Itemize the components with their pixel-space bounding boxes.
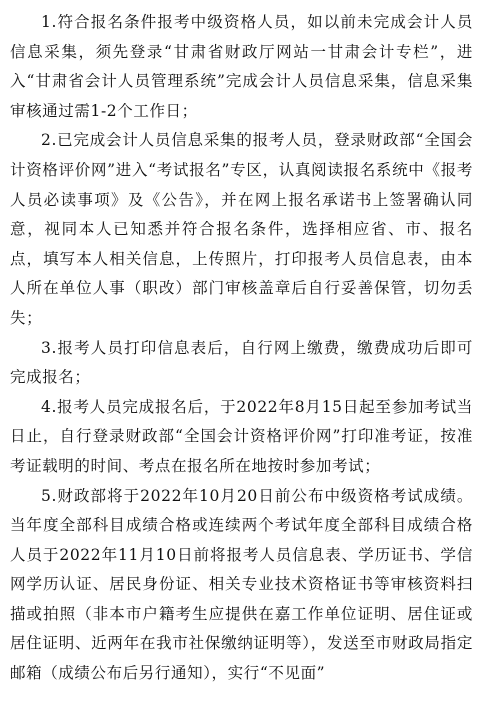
paragraph-5: 5.财政部将于2022年10月20日前公布中级资格考试成绩。当年度全部科目成绩合格或连续两个考试年度全部科目成绩合格人员于2022年11月10日前将报考人员信息表、学历证书、学信网学历认证、居民身份证、相关专业技术资格证书等审核资料扫描或拍照（非本市户籍考生应提供在嘉工作单位证明、居住证或居住证明、近两年在我市社保缴纳证明等），发送至市财政局指定邮箱（成绩公布后另行通知），实行“不见面” [10,486,473,683]
paragraph-4: 4.报考人员完成报名后，于2022年8月15日起至参加考试当日止，自行登录财政部“全国会计资格评价网”打印准考证，按准考证载明的时间、考点在报名所在地按时参加考试； [10,397,473,475]
paragraph-3: 3.报考人员打印信息表后，自行网上缴费，缴费成功后即可完成报名； [10,338,473,387]
paragraph-1: 1.符合报名条件报考中级资格人员，如以前未完成会计人员信息采集，须先登录“甘肃省财政厅网站一甘肃会计专栏”，进入“甘肃省会计人员管理系统”完成会计人员信息采集，信息采集审核通过需1-2个工作日； [10,13,473,120]
paragraph-2: 2.已完成会计人员信息采集的报考人员，登录财政部“全国会计资格评价网”进入“考试报名”专区，认真阅读报名系统中《报考人员必读事项》及《公告》，并在网上报名承诺书上签署确认同意，视同本人已知悉并符合报名条件，选择相应省、市、报名点，填写本人相关信息，上传照片，打印报考人员信息表，由本人所在单位人事（职改）部门审核盖章后自行妥善保管，切勿丢失； [10,131,473,327]
